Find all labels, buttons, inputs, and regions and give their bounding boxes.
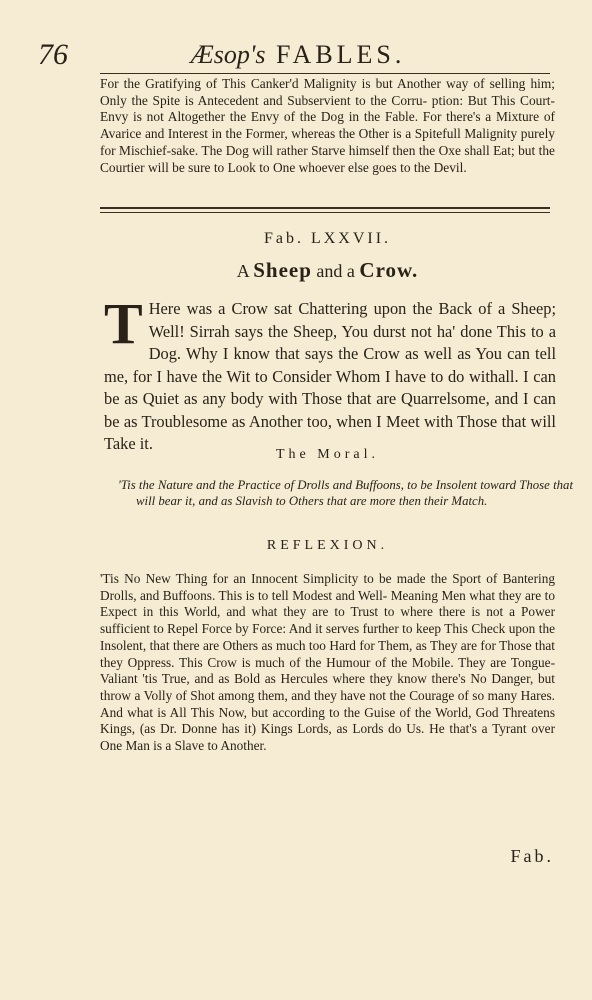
text-line: then their Match.	[398, 493, 488, 508]
text-line: I can be as Troublesome as Another too, when I Meet with Those	[104, 389, 556, 431]
text-line: They are Tongue-Valiant 'tis True, and as Bold as Hercules where they	[100, 654, 556, 687]
running-head-text: FABLES.	[265, 40, 406, 69]
text-line: For the Gratifying of This Canker'd Malignity is but Another way of	[100, 76, 485, 91]
header-rule	[100, 73, 550, 74]
text-line: know there's No Danger, but throw a Volly of Shot among them, and	[100, 671, 555, 703]
page-header	[38, 38, 558, 78]
text-line: can be as Quiet as any body with Those that are Quarrelsome, and	[104, 366, 556, 408]
text-line: that will Take it.	[104, 411, 556, 453]
text-line: selling him; Only the Spite is Antecedent and Subservient to the Corru-	[100, 76, 555, 108]
text-line: Dr. Donne has it) Kings Lords, as Lords do Us. He that's a Tyrant over	[160, 721, 555, 737]
text-line: there are Others as much too Hard for Them, as They are for Those	[172, 637, 532, 653]
text-line: to a Dog. Why I know that says the Crow as well as You can tell	[148, 321, 556, 363]
text-line: Dog will rather Starve himself then the Oxe shall Eat; but the Courtier will	[100, 142, 555, 175]
text-line: 'Tis the Nature and the Practice of Drolls and Buffoons, to be Insolent	[118, 478, 477, 492]
continued-paragraph	[100, 76, 555, 176]
catchword: Fab.	[510, 846, 554, 866]
text-line: Here was a Crow sat Chattering upon the Back of a Sheep;	[148, 299, 556, 318]
text-line: One Man is a Slave to Another.	[100, 738, 267, 754]
fable-title-crow: Crow.	[359, 258, 419, 282]
text-line: me, for I have the Wit to Consider Whom I have to do withall. I	[104, 366, 529, 386]
moral-body	[118, 478, 573, 510]
text-line: toward Those that will bear it, and as Slavish to Others that are more	[136, 478, 573, 508]
text-line: Force: And it serves further to keep This Check upon the Insolent, that	[100, 621, 555, 653]
running-head	[38, 40, 558, 70]
reflexion-body	[100, 571, 555, 755]
reflexion-heading: REFLEXION.	[266, 538, 389, 553]
fable-title-sheep: Sheep	[253, 258, 312, 282]
fable-title-and: and a	[316, 261, 355, 281]
drop-cap: T	[104, 291, 143, 356]
text-line: whereas the Other is a Spitefull Malignity purely for Mischief-sake. The	[100, 126, 555, 158]
text-line: to Trust to where there is not a Power sufficient to Repel Force by	[100, 604, 556, 637]
text-line: ption: But This Court-Envy is not Altogether the Envy of the Dog in	[100, 92, 555, 125]
fable-title-article: A	[236, 261, 249, 281]
text-line: that they Oppress. This Crow is much of the Humour of the Mobile.	[100, 637, 555, 670]
text-line: Well! Sirrah says the Sheep, You durst not ha' done This	[148, 321, 526, 341]
text-line: of Bantering Drolls, and Buffoons. This is to tell Modest and Well-	[100, 571, 556, 603]
moral-heading: The Moral.	[276, 447, 379, 462]
fable-number: Fab. LXXVII.	[263, 230, 392, 247]
text-line: they have not the Courage of so many Hares. And what is All This	[100, 687, 555, 720]
fable-body	[104, 291, 556, 456]
fable-title	[100, 258, 555, 283]
text-line: Meaning Men what they are to Expect in this World, and what they are	[100, 587, 556, 620]
text-line: Now, but according to the Guise of the World, God Threatens Kings, (as	[100, 704, 556, 737]
section-divider	[100, 207, 550, 213]
page-number: 76	[38, 38, 68, 71]
text-line: 'Tis No New Thing for an Innocent Simplicity to be made the Sport	[100, 571, 482, 586]
text-line: the Fable. For there's a Mixture of Avarice and Interest in the Former,	[100, 109, 555, 142]
running-head-italic: Æsop's	[190, 40, 266, 69]
text-line: be sure to Look to One whoever else goes to the Devil.	[172, 159, 467, 175]
